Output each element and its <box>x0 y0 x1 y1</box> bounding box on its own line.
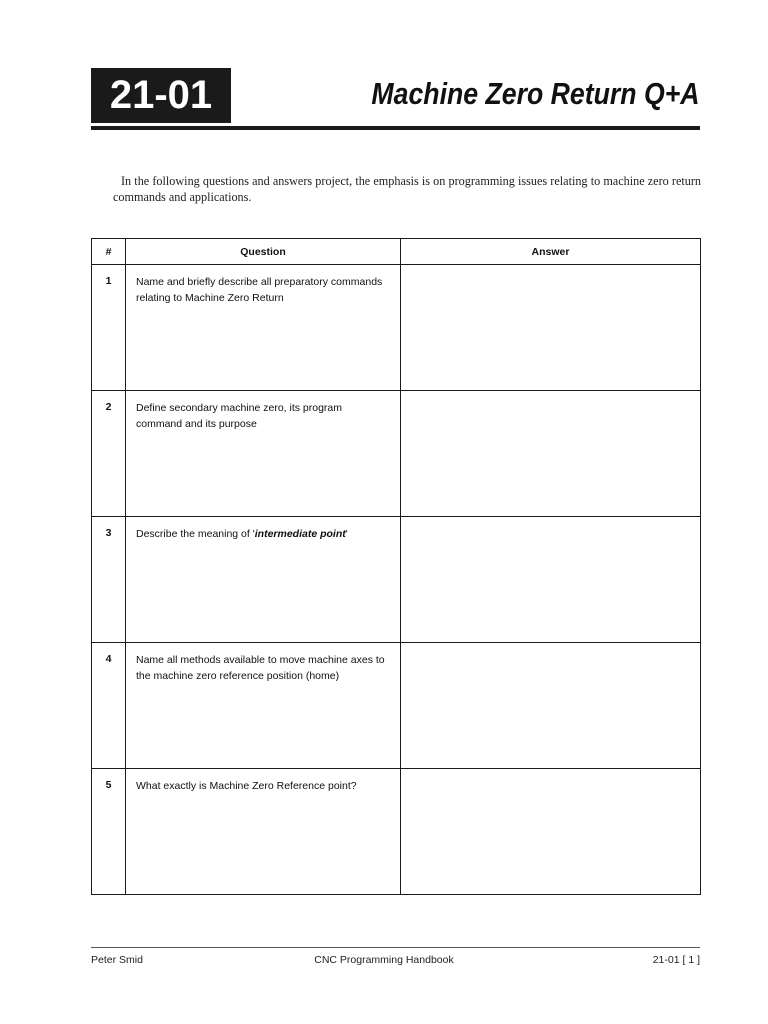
table-row <box>92 643 701 769</box>
intro-paragraph: In the following questions and answers project, the emphasis is on programming issues relating to machine zero return commands and applications. <box>113 174 701 204</box>
column-header-question: Question <box>126 239 401 265</box>
table-row <box>92 517 701 643</box>
question-emphasis: intermediate point <box>254 528 346 540</box>
question-cell: Name and briefly describe all preparatory commands relating to Machine Zero Return <box>126 265 401 391</box>
answer-cell[interactable] <box>401 517 701 643</box>
row-number: 5 <box>92 769 126 895</box>
row-number: 1 <box>92 265 126 391</box>
footer-author: Peter Smid <box>91 954 143 966</box>
question-text-end: ' <box>345 528 348 540</box>
footer-book-title: CNC Programming Handbook <box>314 954 454 966</box>
table-row <box>92 391 701 517</box>
question-cell: What exactly is Machine Zero Reference point? <box>126 769 401 895</box>
footer-divider <box>91 947 700 948</box>
chapter-badge: 21-01 <box>91 68 231 123</box>
answer-cell[interactable] <box>401 391 701 517</box>
table-header-row <box>92 239 701 265</box>
answer-cell[interactable] <box>401 643 701 769</box>
question-cell: Define secondary machine zero, its program command and its purpose <box>126 391 401 517</box>
column-header-answer: Answer <box>401 239 701 265</box>
question-cell: Name all methods available to move machine axes to the machine zero reference position (home) <box>126 643 401 769</box>
table-row <box>92 769 701 895</box>
header-divider <box>91 126 700 130</box>
row-number: 3 <box>92 517 126 643</box>
question-cell <box>126 517 401 643</box>
footer-page-number: 21-01 [ 1 ] <box>652 954 700 966</box>
question-text: Describe the meaning of ' <box>136 528 255 540</box>
column-header-number: # <box>92 239 126 265</box>
table-row <box>92 265 701 391</box>
answer-cell[interactable] <box>401 265 701 391</box>
row-number: 4 <box>92 643 126 769</box>
row-number: 2 <box>92 391 126 517</box>
qa-table <box>91 238 701 895</box>
answer-cell[interactable] <box>401 769 701 895</box>
page-title: Machine Zero Return Q+A <box>371 76 700 111</box>
